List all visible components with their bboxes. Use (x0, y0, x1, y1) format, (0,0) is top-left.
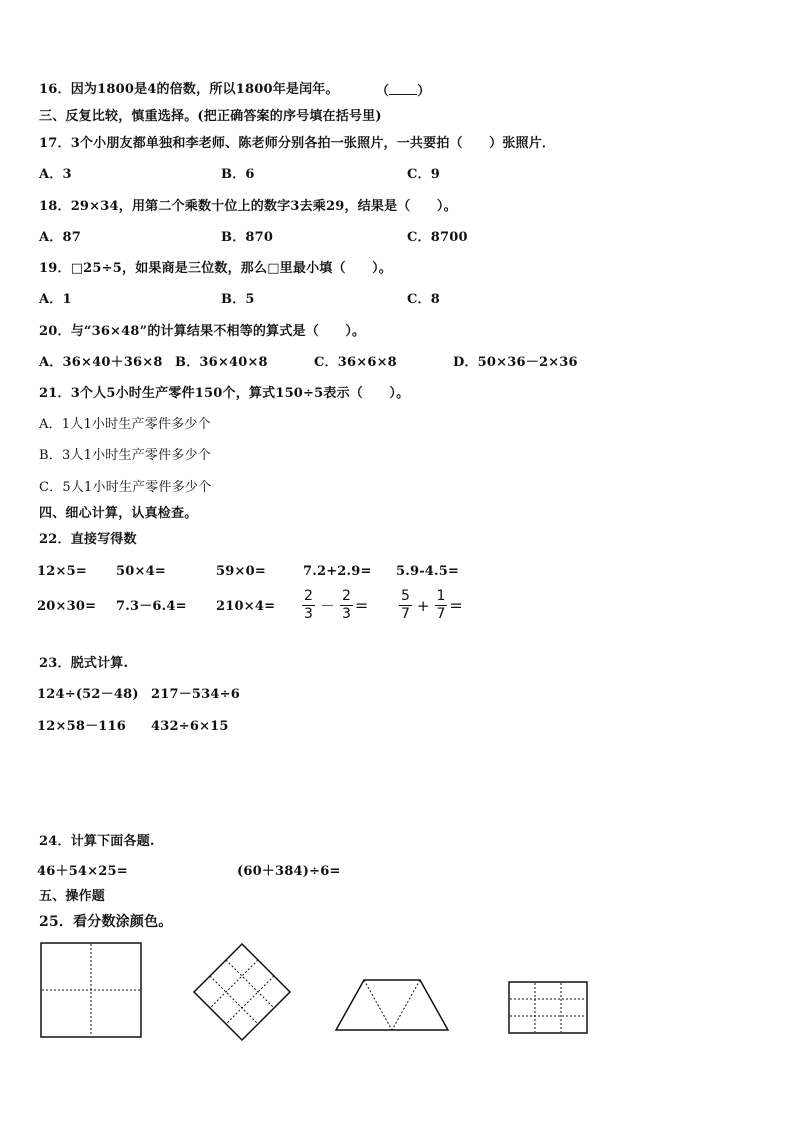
q18-option-c[interactable]: C．8700 (407, 230, 468, 245)
q21-option-b[interactable]: B．3人1小时生产零件多少个 (39, 448, 211, 463)
fraction: $\frac{5}{7}$ (401, 588, 410, 622)
q20-option-c[interactable]: C．36×6×8 (314, 355, 397, 370)
q19-option-b[interactable]: B．5 (221, 292, 255, 307)
q22-item-4: 7.2+2.9= (303, 564, 372, 579)
fraction: $\frac{2}{3}$ (341, 588, 351, 622)
q17-stem: 17．3个小朋友都单独和李老师、陈老师分别各拍一张照片，一共要拍（ ）张照片． (39, 136, 556, 151)
q18-option-a[interactable]: A．87 (39, 230, 81, 245)
q20-option-b[interactable]: B．36×40×8 (175, 355, 268, 370)
q18-stem: 18．29×34，用第二个乘数十位上的数字3去乘29，结果是（ ）。 (39, 199, 457, 214)
q19-option-c[interactable]: C．8 (407, 292, 440, 307)
q22-title: 22．直接写得数 (39, 532, 137, 547)
q21-option-a[interactable]: A．1人1小时生产零件多少个 (39, 417, 211, 432)
fraction: $\frac{2}{3}$ (304, 588, 313, 622)
q22-item-5: 5.9-4.5= (396, 564, 460, 579)
q16-text: 16．因为1800是4的倍数，所以1800年是闰年。 (39, 82, 339, 97)
q25-rectangle-grid-figure[interactable] (508, 981, 590, 1035)
section3-title: 三、反复比较，慎重选择。(把正确答案的序号填在括号里) (39, 109, 382, 124)
q17-option-b[interactable]: B．6 (221, 167, 255, 182)
q25-rotated-square-figure[interactable] (192, 942, 292, 1042)
q23-title: 23．脱式计算. (39, 656, 129, 671)
q22-item-8: 210×4= (216, 599, 276, 614)
q22-fraction-expression-1: $\frac{2}{3}$ － $\frac{2}{3}$ = (304, 588, 369, 622)
q23-item-3: 12×58－116 (37, 719, 127, 734)
q22-item-6: 20×30= (37, 599, 97, 614)
q22-item-3: 59×0= (216, 564, 266, 579)
q22-item-2: 50×4= (116, 564, 166, 579)
q22-fraction-expression-2: $\frac{5}{7}$ + $\frac{1}{7}$ = (401, 588, 463, 622)
q21-stem: 21．3个人5小时生产零件150个，算式150÷5表示（ ）。 (39, 386, 410, 401)
q17-option-a[interactable]: A．3 (39, 167, 72, 182)
q24-item-2: (60＋384)÷6= (237, 864, 341, 879)
q19-stem: 19．□25÷5，如果商是三位数，那么□里最小填（ ）。 (39, 261, 392, 276)
q16-answer-blank[interactable]: （ ） (376, 84, 431, 99)
section5-title: 五、操作题 (39, 889, 106, 904)
q23-item-4: 432÷6×15 (151, 719, 229, 734)
q25-square-quarters-figure[interactable] (40, 942, 142, 1038)
q22-item-7: 7.3－6.4= (116, 599, 187, 614)
q24-item-1: 46＋54×25= (37, 864, 128, 879)
q20-option-d[interactable]: D．50×36－2×36 (453, 355, 578, 370)
q20-option-a[interactable]: A．36×40＋36×8 (39, 355, 163, 370)
q19-option-a[interactable]: A．1 (39, 292, 72, 307)
q23-item-1: 124÷(52－48) (37, 687, 139, 702)
q24-title: 24．计算下面各题. (39, 834, 155, 849)
q20-stem: 20．与“36×48”的计算结果不相等的算式是（ ）。 (39, 324, 366, 339)
q18-option-b[interactable]: B．870 (221, 230, 274, 245)
q22-item-1: 12×5= (37, 564, 87, 579)
fraction: $\frac{1}{7}$ (436, 588, 446, 622)
q25-trapezoid-figure[interactable] (334, 978, 450, 1032)
q17-option-c[interactable]: C．9 (407, 167, 440, 182)
q21-option-c[interactable]: C．5人1小时生产零件多少个 (39, 480, 212, 495)
section4-title: 四、细心计算，认真检查。 (39, 506, 198, 521)
q23-item-2: 217－534÷6 (151, 687, 241, 702)
q25-title: 25．看分数涂颜色。 (39, 914, 173, 930)
